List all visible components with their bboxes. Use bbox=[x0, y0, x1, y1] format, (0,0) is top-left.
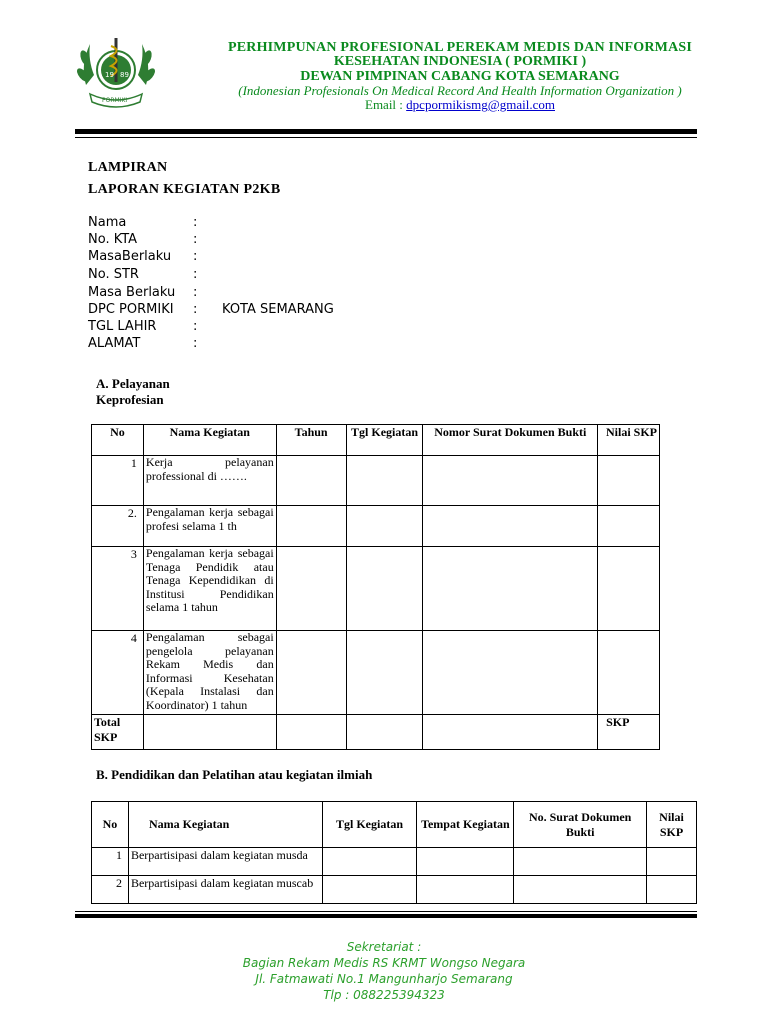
logo-text: PORMIKI bbox=[102, 97, 128, 104]
row-no: 2. bbox=[92, 506, 144, 547]
table-row bbox=[92, 547, 660, 631]
field-label-masaberlaku: MasaBerlaku bbox=[88, 249, 172, 264]
footer-rule bbox=[75, 914, 697, 918]
footer-phone: Tlp : 088225394323 bbox=[323, 988, 445, 1002]
footer-rule-thin bbox=[75, 911, 697, 912]
row-nama-kegiatan: Pengalaman sebagai pengelola pelayanan Rekam Medis dan Informasi Kesehatan (Kepala Instalasi dan Koordinator) 1 tahun bbox=[143, 631, 276, 715]
cell-empty bbox=[346, 715, 423, 750]
cell-nomor-surat[interactable] bbox=[423, 631, 598, 715]
header-line1: PERHIMPUNAN PROFESIONAL PEREKAM MEDIS DAN INFORMASI bbox=[227, 40, 693, 55]
section-a-title-line1: A. Pelayanan bbox=[96, 376, 170, 391]
header-line2: KESEHATAN INDONESIA ( PORMIKI ) bbox=[333, 54, 587, 69]
table-row bbox=[92, 506, 660, 547]
cell-no-surat[interactable] bbox=[514, 876, 647, 904]
th-nama-kegiatan: Nama Kegiatan bbox=[143, 425, 276, 456]
email-link[interactable]: dpcpormikismg@gmail.com bbox=[406, 97, 555, 112]
th-tahun: Tahun bbox=[276, 425, 346, 456]
field-colon: : bbox=[193, 232, 198, 247]
section-b-title: B. Pendidikan dan Pelatihan atau kegiatan ilmiah bbox=[96, 767, 373, 782]
th-nomor-surat: Nomor Surat Dokumen Bukti bbox=[423, 425, 598, 456]
logo-year-right: 89 bbox=[120, 71, 129, 79]
field-colon: : bbox=[193, 267, 198, 282]
section-a-title-line2: Keprofesian bbox=[96, 392, 164, 407]
field-colon: : bbox=[193, 285, 198, 300]
row-no: 3 bbox=[92, 547, 144, 631]
field-colon: : bbox=[193, 336, 198, 351]
cell-tgl[interactable] bbox=[346, 547, 423, 631]
cell-empty bbox=[276, 715, 346, 750]
table-row bbox=[92, 876, 697, 904]
email-label: Email : bbox=[365, 97, 407, 112]
cell-nomor-surat[interactable] bbox=[423, 547, 598, 631]
cell-tgl[interactable] bbox=[346, 506, 423, 547]
row-nama-kegiatan: Berpartisipasi dalam kegiatan muscab bbox=[128, 876, 322, 904]
header-line4: (Indonesian Profesionals On Medical Record And Health Information Organization ) bbox=[238, 83, 682, 98]
header-rule bbox=[75, 129, 697, 134]
th-no: No bbox=[92, 425, 144, 456]
field-colon: : bbox=[193, 215, 198, 230]
cell-no-surat[interactable] bbox=[514, 848, 647, 876]
cell-skp[interactable] bbox=[598, 631, 660, 715]
table-a-header-row bbox=[92, 425, 660, 456]
cell-tahun[interactable] bbox=[276, 456, 346, 506]
header-rule-thin bbox=[75, 137, 697, 138]
row-nama-kegiatan: Pengalaman kerja sebagai profesi selama 1 th bbox=[143, 506, 276, 547]
cell-tgl[interactable] bbox=[322, 848, 417, 876]
header-line3: DEWAN PIMPINAN CABANG KOTA SEMARANG bbox=[300, 69, 620, 84]
th-nilai-skp: Nilai SKP bbox=[598, 425, 660, 456]
logo-year-left: 19 bbox=[105, 71, 114, 79]
field-label-str: No. STR bbox=[88, 267, 139, 282]
cell-tahun[interactable] bbox=[276, 506, 346, 547]
table-row bbox=[92, 631, 660, 715]
field-label-kta: No. KTA bbox=[88, 232, 138, 247]
th-no: No bbox=[92, 802, 129, 848]
cell-nomor-surat[interactable] bbox=[423, 506, 598, 547]
field-colon: : bbox=[193, 319, 198, 334]
cell-tgl[interactable] bbox=[322, 876, 417, 904]
cell-tahun[interactable] bbox=[276, 547, 346, 631]
total-skp-label: Total SKP bbox=[92, 715, 144, 750]
row-no: 4 bbox=[92, 631, 144, 715]
field-label-alamat: ALAMAT bbox=[88, 336, 141, 351]
footer-sekretariat: Sekretariat : bbox=[346, 940, 422, 954]
row-no: 2 bbox=[92, 876, 129, 904]
row-no: 1 bbox=[92, 848, 129, 876]
cell-skp[interactable] bbox=[598, 547, 660, 631]
table-a bbox=[91, 424, 660, 750]
cell-tempat[interactable] bbox=[417, 876, 514, 904]
cell-skp[interactable] bbox=[647, 876, 697, 904]
title-lampiran: LAMPIRAN bbox=[88, 160, 168, 175]
cell-tempat[interactable] bbox=[417, 848, 514, 876]
th-tgl-kegiatan: Tgl Kegiatan bbox=[346, 425, 423, 456]
cell-skp[interactable] bbox=[598, 456, 660, 506]
table-b bbox=[91, 801, 697, 904]
cell-nomor-surat[interactable] bbox=[423, 456, 598, 506]
table-b-header-row bbox=[92, 802, 697, 848]
footer-address1: Bagian Rekam Medis RS KRMT Wongso Negara bbox=[242, 956, 526, 970]
total-skp-unit: SKP bbox=[598, 715, 660, 750]
cell-skp[interactable] bbox=[598, 506, 660, 547]
field-label-tgl-lahir: TGL LAHIR bbox=[88, 319, 157, 334]
cell-tgl[interactable] bbox=[346, 631, 423, 715]
cell-tahun[interactable] bbox=[276, 631, 346, 715]
row-nama-kegiatan: Berpartisipasi dalam kegiatan musda bbox=[128, 848, 322, 876]
footer-address2: Jl. Fatmawati No.1 Mangunharjo Semarang bbox=[255, 972, 513, 986]
header-email bbox=[160, 97, 760, 113]
table-row bbox=[92, 456, 660, 506]
title-laporan: LAPORAN KEGIATAN P2KB bbox=[88, 182, 281, 197]
th-tempat-kegiatan: Tempat Kegiatan bbox=[417, 802, 514, 848]
th-nilai-skp: Nilai SKP bbox=[647, 802, 697, 848]
cell-tgl[interactable] bbox=[346, 456, 423, 506]
table-a-total-row bbox=[92, 715, 660, 750]
cell-skp[interactable] bbox=[647, 848, 697, 876]
cell-empty bbox=[143, 715, 276, 750]
row-no: 1 bbox=[92, 456, 144, 506]
th-nama-kegiatan: Nama Kegiatan bbox=[128, 802, 322, 848]
field-label-nama: Nama bbox=[88, 215, 127, 230]
pormiki-logo bbox=[76, 30, 156, 112]
field-value-dpc: KOTA SEMARANG bbox=[222, 302, 334, 317]
field-label-masa-berlaku: Masa Berlaku bbox=[88, 285, 176, 300]
cell-empty bbox=[423, 715, 598, 750]
field-colon: : bbox=[193, 302, 198, 317]
th-tgl-kegiatan: Tgl Kegiatan bbox=[322, 802, 417, 848]
field-colon: : bbox=[193, 249, 198, 264]
row-nama-kegiatan: Pengalaman kerja sebagai Tenaga Pendidik atau Tenaga Kependidikan di Institusi Pendidikan selama 1 tahun bbox=[143, 547, 276, 631]
th-no-surat: No. Surat Dokumen Bukti bbox=[514, 802, 647, 848]
row-nama-kegiatan: Kerja pelayanan professional di ……. bbox=[143, 456, 276, 506]
field-label-dpc: DPC PORMIKI bbox=[88, 302, 174, 317]
table-row bbox=[92, 848, 697, 876]
